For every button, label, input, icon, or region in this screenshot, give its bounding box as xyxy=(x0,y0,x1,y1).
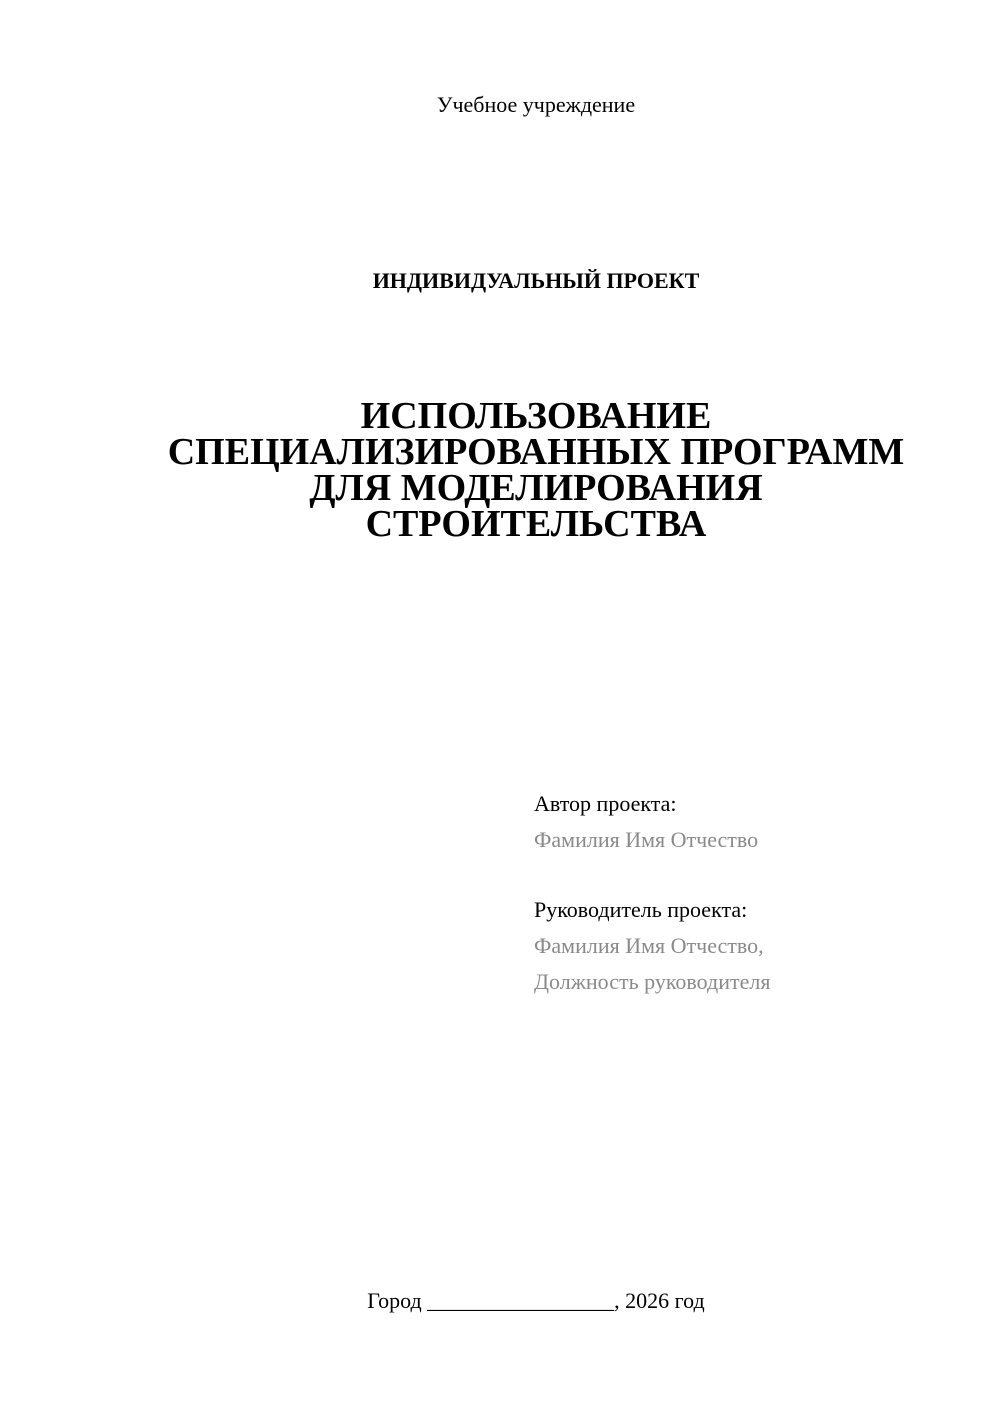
project-title-line: ДЛЯ МОДЕЛИРОВАНИЯ xyxy=(309,467,763,509)
supervisor-name: Фамилия Имя Отчество, xyxy=(534,933,764,958)
supervisor-position: Должность руководителя xyxy=(534,969,771,994)
project-title-line: СТРОИТЕЛЬСТВА xyxy=(365,503,707,545)
institution-name: Учебное учреждение xyxy=(436,92,636,117)
project-title-line: СПЕЦИАЛИЗИРОВАННЫХ ПРОГРАММ xyxy=(167,431,905,473)
project-title-line: ИСПОЛЬЗОВАНИЕ xyxy=(360,395,712,437)
project-title xyxy=(140,395,932,545)
author-block xyxy=(534,786,758,858)
author-name: Фамилия Имя Отчество xyxy=(534,827,759,852)
supervisor-block xyxy=(534,892,770,1000)
supervisor-label: Руководитель проекта: xyxy=(534,897,748,922)
project-type: ИНДИВИДУАЛЬНЫЙ ПРОЕКТ xyxy=(372,268,700,293)
city-year-line: Город _________________, 2026 год xyxy=(367,1288,705,1313)
author-label: Автор проекта: xyxy=(534,791,677,816)
